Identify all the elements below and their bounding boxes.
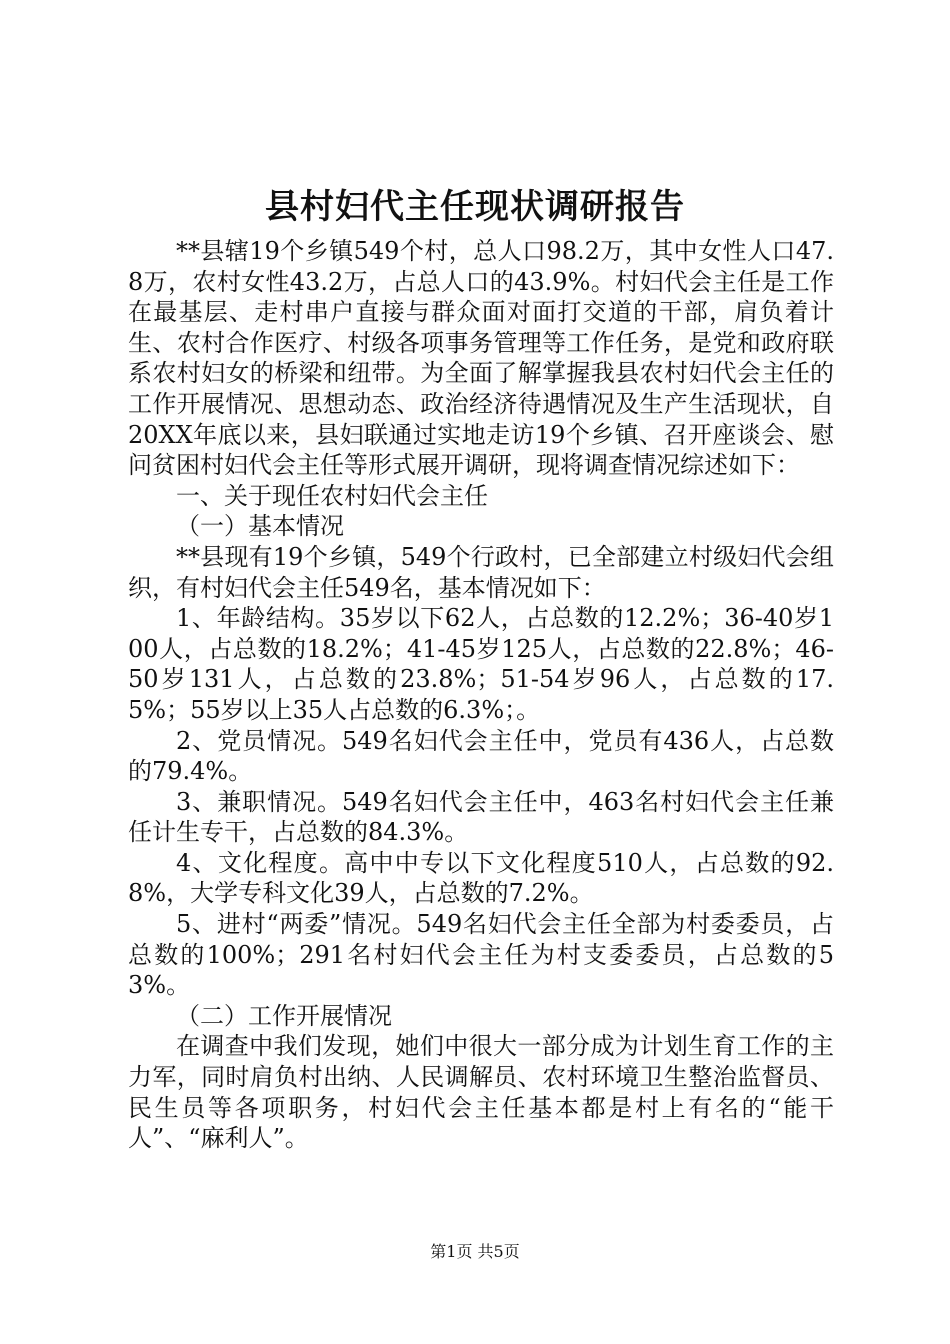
paragraph-age-structure: 1、年龄结构。35岁以下62人，占总数的12.2%；36-40岁100人，占总数的18.2%；41-45岁125人，占总数的22.8%；46-50岁131人，占总数的23.8%；51-54岁96人，占总数的17.5%；55岁以上35人占总数的6.3%；。 <box>128 604 834 724</box>
paragraph-part-time: 3、兼职情况。549名妇代会主任中，463名村妇代会主任兼任计生专干，占总数的84.3%。 <box>128 787 834 847</box>
page-footer: 第1页 共5页 <box>430 1242 520 1261</box>
document-body <box>128 236 834 1154</box>
paragraph-overview: **县现有19个乡镇，549个行政村，已全部建立村级妇代会组织，有村妇代会主任549名，基本情况如下： <box>128 542 834 602</box>
paragraph-intro: **县辖19个乡镇549个村，总人口98.2万，其中女性人口47.8万，农村女性43.2万，占总人口的43.9%。村妇代会主任是工作在最基层、走村串户直接与群众面对面打交道的干部，肩负着计生、农村合作医疗、村级各项事务管理等工作任务，是党和政府联系农村妇女的桥梁和纽带。为全面了解掌握我县农村妇代会主任的工作开展情况、思想动态、政治经济待遇情况及生产生活现状，自20XX年底以来，县妇联通过实地走访19个乡镇、召开座谈会、慰问贫困村妇代会主任等形式展开调研，现将调查情况综述如下： <box>128 237 834 480</box>
paragraph-two-committees: 5、进村“两委”情况。549名妇代会主任全部为村委委员，占总数的100%；291名村妇代会主任为村支委委员，占总数的53%。 <box>128 910 834 1000</box>
paragraph-education: 4、文化程度。高中中专以下文化程度510人，占总数的92.8%，大学专科文化39人，占总数的7.2%。 <box>128 848 834 908</box>
subsection-heading-basic: （一）基本情况 <box>176 512 344 541</box>
paragraph-party-members: 2、党员情况。549名妇代会主任中，党员有436人，占总数的79.4%。 <box>128 726 834 786</box>
document-title: 县村妇代主任现状调研报告 <box>265 187 685 227</box>
subsection-heading-work: （二）工作开展情况 <box>176 1001 392 1030</box>
section-heading-1: 一、关于现任农村妇代会主任 <box>176 481 488 510</box>
paragraph-findings: 在调查中我们发现，她们中很大一部分成为计划生育工作的主力军，同时肩负村出纳、人民调解员、农村环境卫生整治监督员、民生员等各项职务，村妇代会主任基本都是村上有名的“能干人”、“麻利人”。 <box>128 1032 834 1153</box>
